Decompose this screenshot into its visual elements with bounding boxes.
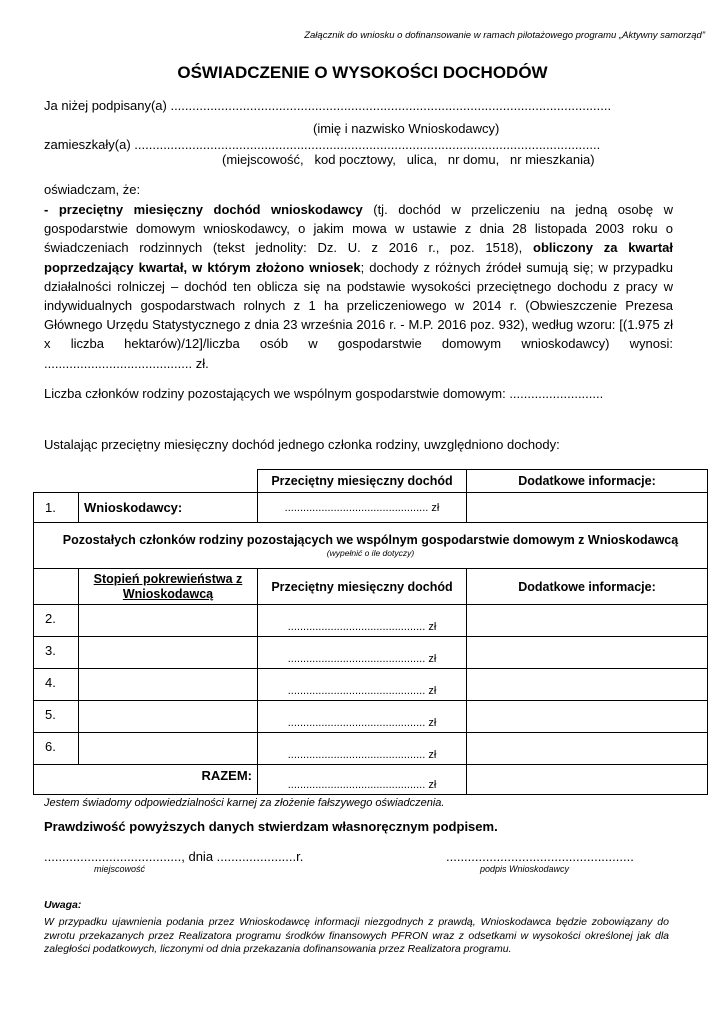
member-info-cell[interactable] xyxy=(467,669,708,701)
applicant-amount[interactable]: ............................................... zł xyxy=(258,493,467,523)
header-relation: Stopień pokrewieństwa z Wnioskodawcą xyxy=(79,569,258,605)
name-caption: (imię i nazwisko Wnioskodawcy) xyxy=(313,121,500,136)
total-info-cell[interactable] xyxy=(467,765,708,795)
member-amount[interactable]: ............................................. zł xyxy=(258,669,467,701)
member-info-cell[interactable] xyxy=(467,733,708,765)
total-amount[interactable]: ............................................. zł xyxy=(258,765,467,795)
row-number: 4. xyxy=(34,669,79,701)
total-label: RAZEM: xyxy=(34,765,258,795)
row-number: 1. xyxy=(34,493,79,523)
relation-cell[interactable] xyxy=(79,733,258,765)
income-paragraph xyxy=(44,200,673,373)
applicant-label: Wnioskodawcy: xyxy=(79,493,258,523)
row-number: 5. xyxy=(34,701,79,733)
member-amount[interactable]: ............................................. zł xyxy=(258,605,467,637)
relation-cell[interactable] xyxy=(79,669,258,701)
place-label: miejscowość xyxy=(94,864,146,874)
others-section-header xyxy=(34,523,708,569)
page-title: OŚWIADCZENIE O WYSOKOŚCI DOCHODÓW xyxy=(177,63,548,82)
others-title: Pozostałych członków rodziny pozostających we wspólnym gospodarstwie domowym z Wnioskodawcą xyxy=(62,533,679,547)
notice-text: W przypadku ujawnienia podania przez Wnioskodawcę informacji niezgodnych z prawdą, Wnioskodawca będzie zobowiązany do zwrotu przekazanych przez Realizatora programu środków finansowych PFRON wraz z odsetkami w wysokości określonej jak dla zaległości podatkowych, liczonymi od dnia przekazania dofinansowania przez Realizatora programu. xyxy=(44,916,669,955)
blank-corner xyxy=(34,470,258,493)
income-bold-1: - przeciętny miesięczny dochód wnioskodawcy xyxy=(44,202,363,217)
header-income: Przeciętny miesięczny dochód xyxy=(258,470,467,493)
declare-text: oświadczam, że: xyxy=(44,182,141,197)
table-intro: Ustalając przeciętny miesięczny dochód jednego członka rodziny, uwzględniono dochody: xyxy=(44,437,560,452)
signature-label: podpis Wnioskodawcy xyxy=(480,864,570,874)
header-info-2: Dodatkowe informacje: xyxy=(467,569,708,605)
member-info-cell[interactable] xyxy=(467,701,708,733)
row-number: 3. xyxy=(34,637,79,669)
relation-cell[interactable] xyxy=(79,701,258,733)
notice-title: Uwaga: xyxy=(44,899,82,911)
row-number: 2. xyxy=(34,605,79,637)
income-text-2: ; dochody z różnych źródeł sumują się; w przypadku działalności rolniczej – dochód ten oblicza się na podstawie wysokości przeciętnego dochodu z pracy w indywidualnych gospodarstwach rolnych z 1 ha przeliczeniowego w 2014 r. (Obwieszczenie Prezesa Głównego Urzędu Statystycznego z dnia 23 września 2016 r. - M.P. 2016 poz. 932), według wzoru: [(1.975 zł x liczba hektarów)/12]/liczba osób w gospodarstwie domowym wnioskodawcy) wynosi: ......................................... zł. xyxy=(44,259,673,371)
applicant-info-cell[interactable] xyxy=(467,493,708,523)
income-text-1: (tj. dochód w przeliczeniu na jedną osobę w gospodarstwie domowym wnioskodawcy, o jakim mowa w ustawie z dnia 28 listopada 2003 roku o świadczeniach rodzinnych (tekst jednolity: Dz. U. z 2016 r., poz. 1518), xyxy=(44,202,674,256)
undersigned-line[interactable]: Ja niżej podpisany(a) .......................................................................................................................... xyxy=(44,98,612,113)
blank-number-head xyxy=(34,569,79,605)
place-date-line[interactable]: ......................................, dnia ......................r. xyxy=(44,849,304,864)
others-note: (wypełnić o ile dotyczy) xyxy=(326,548,415,558)
row-number: 6. xyxy=(34,733,79,765)
residence-line[interactable]: zamieszkały(a) ................................................................................................................................. xyxy=(44,137,601,152)
header-info: Dodatkowe informacje: xyxy=(467,470,708,493)
member-info-cell[interactable] xyxy=(467,605,708,637)
liability-note: Jestem świadomy odpowiedzialności karnej za złożenie fałszywego oświadczenia. xyxy=(44,797,445,809)
member-amount[interactable]: ............................................. zł xyxy=(258,637,467,669)
member-info-cell[interactable] xyxy=(467,637,708,669)
relation-cell[interactable] xyxy=(79,637,258,669)
member-amount[interactable]: ............................................. zł xyxy=(258,701,467,733)
header-income-2: Przeciętny miesięczny dochód xyxy=(258,569,467,605)
signature-line[interactable]: .................................................... xyxy=(446,849,634,864)
income-bold-2: obliczony za kwartał poprzedzający kwartał, w którym złożono wniosek xyxy=(44,240,674,275)
members-count-line[interactable]: Liczba członków rodziny pozostających we wspólnym gospodarstwie domowym: .......................... xyxy=(44,386,604,401)
income-table xyxy=(33,469,708,795)
truth-statement: Prawdziwość powyższych danych stwierdzam własnoręcznym podpisem. xyxy=(44,819,498,834)
address-caption: (miejscowość, kod pocztowy, ulica, nr domu, nr mieszkania) xyxy=(222,152,595,167)
member-amount[interactable]: ............................................. zł xyxy=(258,733,467,765)
header-note: Załącznik do wniosku o dofinansowanie w ramach pilotażowego programu „Aktywny samorząd” xyxy=(304,30,705,41)
relation-cell[interactable] xyxy=(79,605,258,637)
